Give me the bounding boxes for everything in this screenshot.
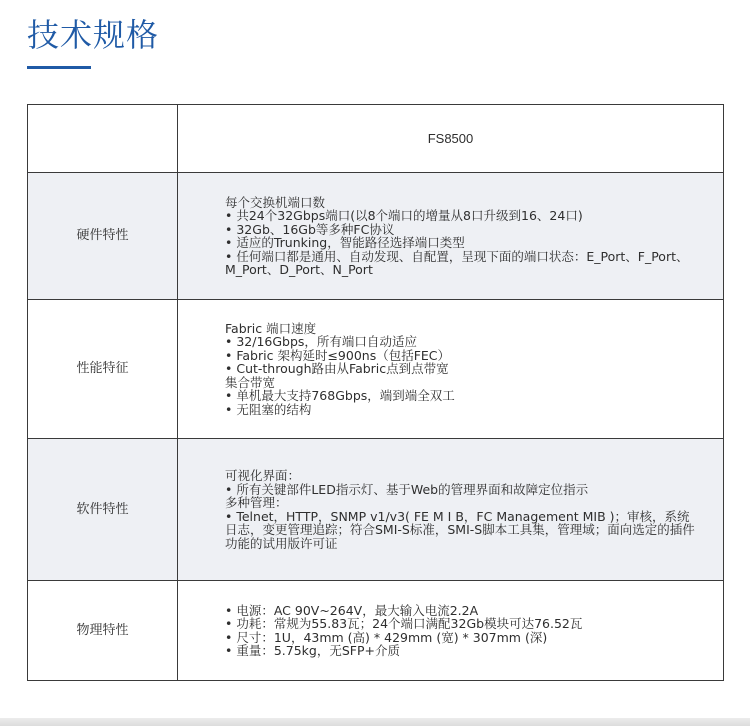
row-label-performance: 性能特征 bbox=[28, 300, 178, 439]
spec-line: • 适应的Trunking，智能路径选择端口类型 bbox=[225, 235, 465, 250]
table-row bbox=[28, 581, 724, 681]
header-label-cell bbox=[28, 105, 178, 173]
table-header-row bbox=[28, 105, 724, 173]
spec-line: • 电源：AC 90V~264V，最大输入电流2.2A bbox=[225, 602, 479, 618]
spec-line: • 共24个32Gbps端口(以8个端口的增量从8口升级到16、24口) bbox=[225, 208, 583, 223]
row-content-physical bbox=[178, 581, 724, 681]
spec-line: • 功耗：常规为55.83瓦；24个端口满配32Gb模块可达76.52瓦 bbox=[225, 616, 583, 631]
spec-line: • 所有关键部件LED指示灯、基于Web的管理界面和故障定位指示 bbox=[225, 481, 589, 497]
spec-line: • 32Gb、16Gb等多种FC协议 bbox=[225, 221, 395, 237]
spec-line: 多种管理： bbox=[225, 495, 288, 510]
spec-line: • 单机最大支持768Gbps，端到端全双工 bbox=[225, 388, 455, 404]
row-content-hardware bbox=[178, 173, 724, 300]
title-underline bbox=[27, 66, 91, 69]
page-title: 技术规格 bbox=[27, 16, 160, 54]
spec-line: • 32/16Gbps，所有端口自动适应 bbox=[225, 334, 417, 350]
spec-line: • 无阻塞的结构 bbox=[225, 401, 312, 417]
table-row bbox=[28, 173, 724, 300]
row-content-performance bbox=[178, 300, 724, 439]
table-row bbox=[28, 439, 724, 581]
row-label-physical: 物理特性 bbox=[28, 581, 178, 681]
table-row bbox=[28, 300, 724, 439]
row-label-hardware: 硬件特性 bbox=[28, 173, 178, 300]
header-model-cell: FS8500 bbox=[178, 105, 724, 173]
spec-line: 每个交换机端口数 bbox=[225, 194, 326, 210]
row-label-software: 软件特性 bbox=[28, 439, 178, 581]
spec-line: • Cut-through路由从Fabric点到点带宽 bbox=[225, 361, 449, 377]
spec-line: Fabric 端口速度 bbox=[225, 320, 317, 336]
spec-line: • Fabric 架构延时≤900ns（包括FEC） bbox=[225, 347, 451, 363]
spec-line: • 任何端口都是通用、自动发现、自配置，呈现下面的端口状态：E_Port、F_Port、M_Port、D_Port、N_Port bbox=[225, 248, 689, 277]
spec-line: • 重量：5.75kg，无SFP+介质 bbox=[225, 643, 400, 658]
spec-table bbox=[27, 104, 724, 681]
row-content-software bbox=[178, 439, 724, 581]
spec-line: • 尺寸：1U，43mm (高) * 429mm (宽) * 307mm (深) bbox=[225, 629, 548, 645]
spec-line: • Telnet，HTTP，SNMP v1/v3( FE M I B，FC Management MIB )；审核，系统日志，变更管理追踪；符合SMI-S标准，SMI-S脚本工具集，管理域；面向选定的插件功能的试用版许可证 bbox=[225, 508, 695, 551]
bottom-divider-bar bbox=[0, 718, 750, 726]
spec-line: 可视化界面： bbox=[225, 468, 301, 483]
spec-line: 集合带宽 bbox=[225, 374, 276, 390]
